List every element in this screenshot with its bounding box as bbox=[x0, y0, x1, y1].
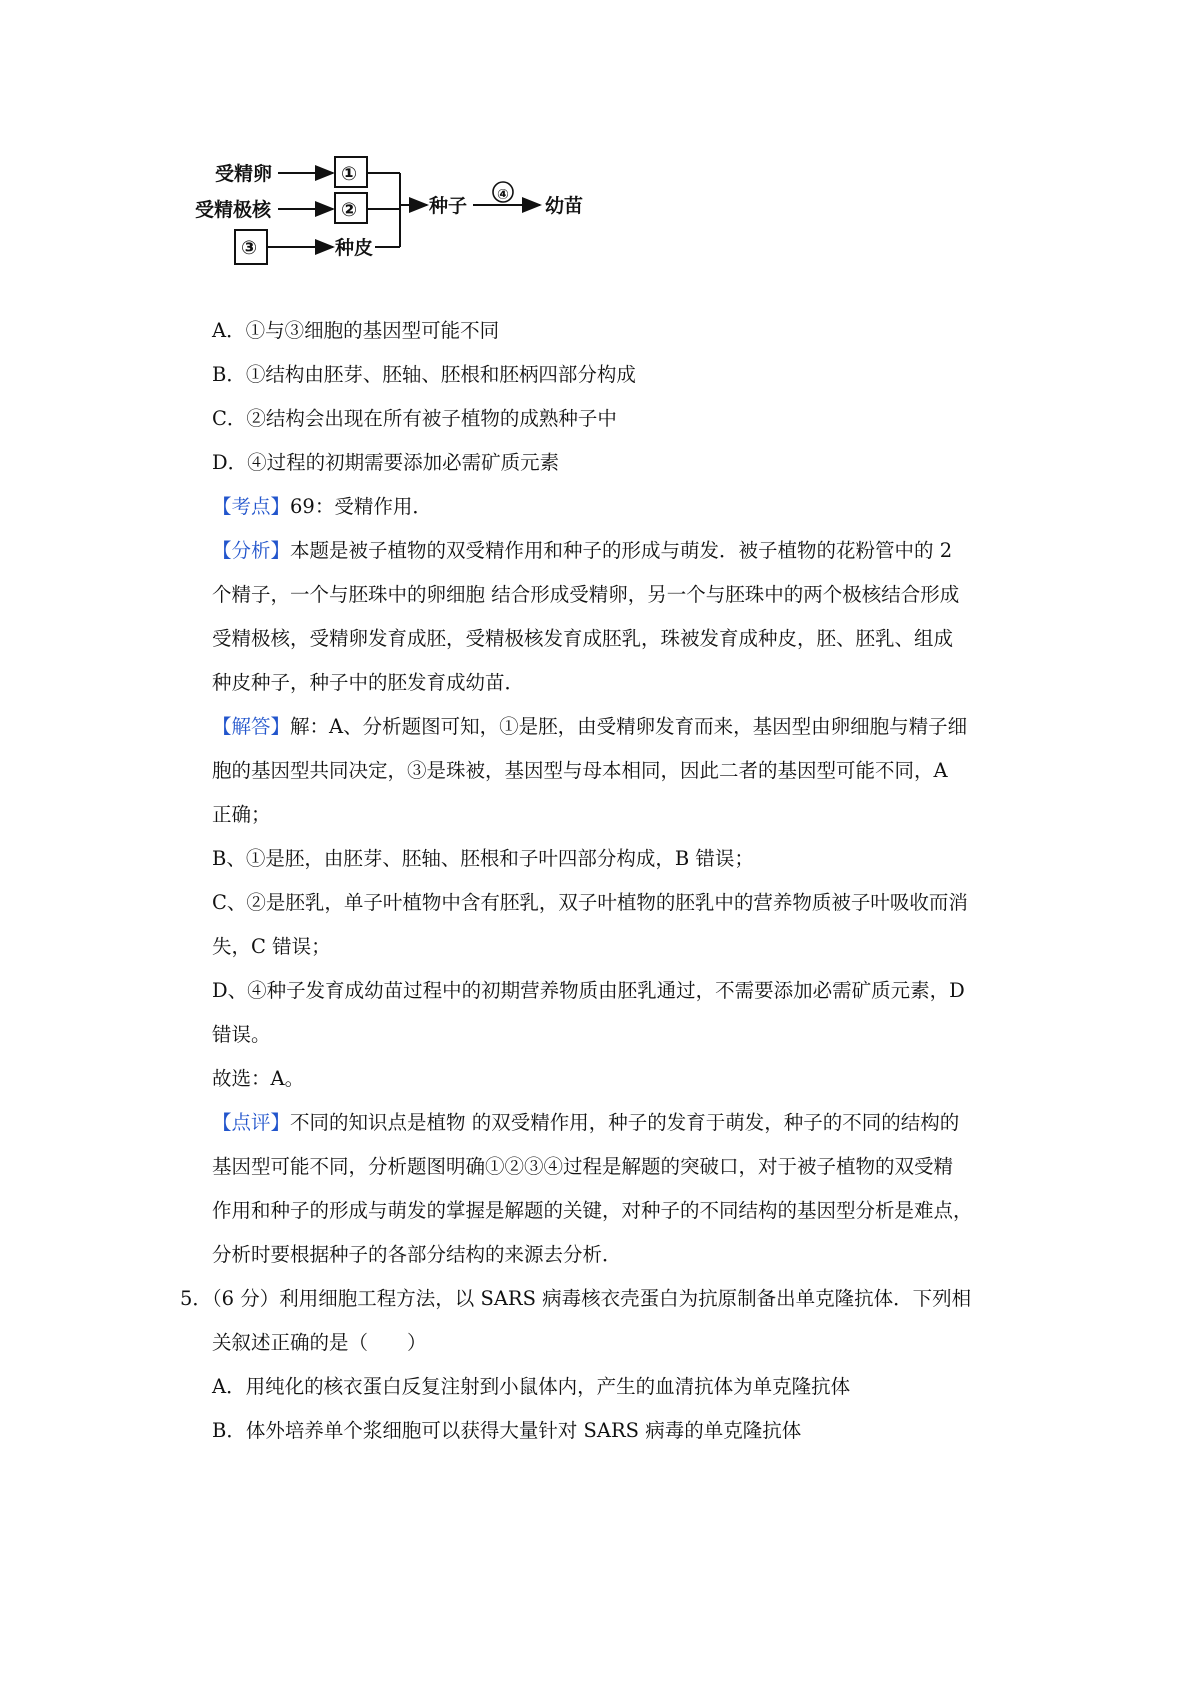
fenxi-line-3: 受精极核，受精卵发育成胚，受精极核发育成胚乳，珠被发育成种皮，胚、胚乳、组成 bbox=[212, 627, 954, 650]
dianping-line-1 bbox=[212, 1109, 1032, 1137]
jieda-tag: 【解答】 bbox=[212, 715, 291, 738]
jieda-line-8: 错误。 bbox=[212, 1023, 271, 1046]
diagram-seedling: 幼苗 bbox=[545, 195, 584, 217]
question5-option-a: A．用纯化的核衣蛋白反复注射到小鼠体内，产生的血清抗体为单克隆抗体 bbox=[212, 1375, 851, 1398]
jieda-line-9: 故选：A。 bbox=[212, 1067, 305, 1090]
dianping-line-2: 基因型可能不同，分析题图明确①②③④过程是解题的突破口，对于被子植物的双受精 bbox=[212, 1155, 954, 1178]
fenxi-tag: 【分析】 bbox=[212, 539, 291, 562]
seed-formation-diagram bbox=[195, 155, 645, 295]
diagram-seed: 种子 bbox=[429, 195, 468, 217]
jieda-line-4: B、①是胚，由胚芽、胚轴、胚根和子叶四部分构成，B 错误； bbox=[212, 847, 754, 870]
dianping-line-3: 作用和种子的形成与萌发的掌握是解题的关键，对种子的不同结构的基因型分析是难点， bbox=[212, 1199, 973, 1222]
diagram-input-fertilized-egg: 受精卵 bbox=[215, 163, 273, 185]
jieda-line-7: D、④种子发育成幼苗过程中的初期营养物质由胚乳通过，不需要添加必需矿质元素，D bbox=[212, 979, 965, 1002]
box-3-label: ③ bbox=[241, 237, 258, 259]
kaodian-tag: 【考点】 bbox=[212, 495, 291, 518]
jieda-line-5: C、②是胚乳，单子叶植物中含有胚乳，双子叶植物的胚乳中的营养物质被子叶吸收而消 bbox=[212, 891, 968, 914]
kaodian-line bbox=[212, 493, 1032, 521]
option-d: D．④过程的初期需要添加必需矿质元素 bbox=[212, 451, 560, 474]
dianping-tag: 【点评】 bbox=[212, 1111, 291, 1134]
jieda-line-1 bbox=[212, 713, 1032, 741]
option-b: B．①结构由胚芽、胚轴、胚根和胚柄四部分构成 bbox=[212, 363, 636, 386]
fenxi-line-4: 种皮种子，种子中的胚发育成幼苗． bbox=[212, 671, 525, 694]
kaodian-text: 69：受精作用． bbox=[290, 495, 432, 518]
question5-stem-2: 关叙述正确的是（ ） bbox=[212, 1331, 427, 1354]
dianping-line-4: 分析时要根据种子的各部分结构的来源去分析． bbox=[212, 1243, 622, 1266]
diagram-seed-coat: 种皮 bbox=[335, 237, 374, 259]
option-c: C．②结构会出现在所有被子植物的成熟种子中 bbox=[212, 407, 617, 430]
jieda-text-1: 解：A、分析题图可知，①是胚，由受精卵发育而来，基因型由卵细胞与精子细 bbox=[290, 715, 968, 738]
box-1-label: ① bbox=[341, 163, 358, 185]
jieda-line-6: 失，C 错误； bbox=[212, 935, 331, 958]
jieda-line-3: 正确； bbox=[212, 803, 271, 826]
option-a: A．①与③细胞的基因型可能不同 bbox=[212, 319, 500, 342]
jieda-line-2: 胞的基因型共同决定，③是珠被，基因型与母本相同，因此二者的基因型可能不同，A bbox=[212, 759, 948, 782]
dianping-text-1: 不同的知识点是植物 的双受精作用，种子的发育于萌发，种子的不同的结构的 bbox=[290, 1111, 960, 1134]
diagram-input-fertilized-polar-nucleus: 受精极核 bbox=[195, 199, 272, 221]
fenxi-line-2: 个精子，一个与胚珠中的卵细胞 结合形成受精卵，另一个与胚珠中的两个极核结合形成 bbox=[212, 583, 960, 606]
question5-stem-1: 5．（6 分）利用细胞工程方法，以 SARS 病毒核衣壳蛋白为抗原制备出单克隆抗体．下列相 bbox=[180, 1287, 972, 1310]
process-4-label: ④ bbox=[497, 187, 509, 203]
box-2-label: ② bbox=[341, 199, 358, 221]
fenxi-text-1: 本题是被子植物的双受精作用和种子的形成与萌发．被子植物的花粉管中的 2 bbox=[290, 539, 953, 562]
fenxi-line-1 bbox=[212, 537, 1032, 565]
question5-option-b: B．体外培养单个浆细胞可以获得大量针对 SARS 病毒的单克隆抗体 bbox=[212, 1419, 802, 1442]
